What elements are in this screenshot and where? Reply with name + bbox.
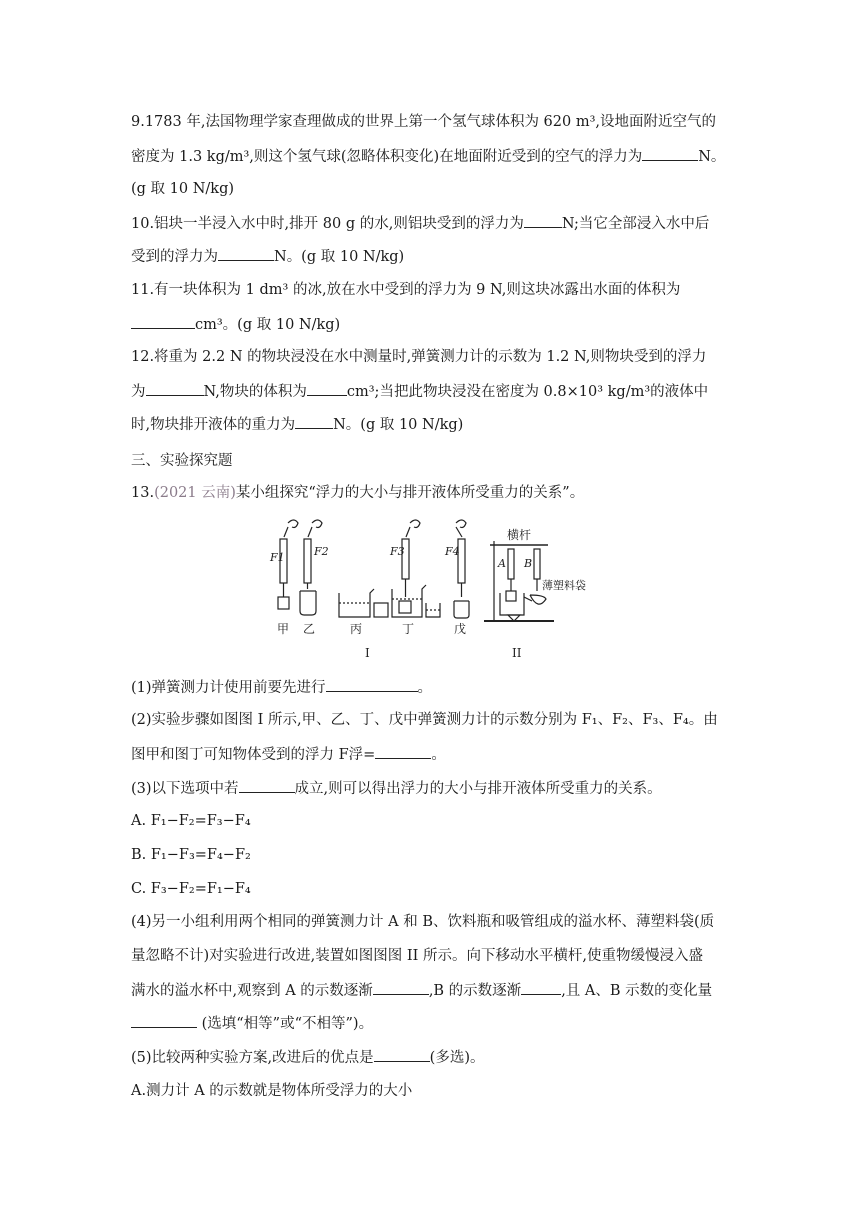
answer-blank[interactable]	[146, 381, 204, 396]
setup-wu	[454, 520, 469, 618]
q13-part2-line1: (2)实验步骤如图图 I 所示,甲、乙、丁、戊中弹簧测力计的示数分别为 F₁、F₂、F₃、F₄。由	[131, 712, 718, 728]
q13-part4-line2: 量忽略不计)对实验进行改进,装置如图图图 II 所示。向下移动水平横杆,使重物缓慢浸入盛	[131, 948, 704, 964]
setup-bing	[339, 589, 388, 617]
q9-line2: 密度为 1.3 kg/m³,则这个氢气球(忽略体积变化)在地面附近受到的空气的浮力为 N。	[131, 146, 725, 167]
experiment-figure	[262, 517, 602, 667]
q13-stem: 13.(2021 云南)某小组探究“浮力的大小与排开液体所受重力的关系”。	[131, 485, 585, 501]
answer-blank[interactable]	[295, 414, 333, 429]
q11-line2: cm³。(g 取 10 N/kg)	[131, 314, 340, 335]
answer-blank[interactable]	[375, 744, 431, 759]
answer-blank[interactable]	[521, 980, 561, 995]
q13-option-a: A. F₁−F₂=F₃−F₄	[131, 813, 251, 829]
q11-line1: 11.有一块体积为 1 dm³ 的冰,放在水中受到的浮力为 9 N,则这块冰露出水面的体积为	[131, 282, 681, 298]
question-source: (2021 云南)	[154, 485, 236, 501]
force-label-f3: F3	[390, 545, 405, 558]
q13-part5-option-a: A.测力计 A 的示数就是物体所受浮力的大小	[131, 1083, 413, 1099]
answer-blank[interactable]	[131, 1013, 197, 1028]
label-bing: 丙	[350, 622, 363, 636]
answer-blank[interactable]	[326, 677, 418, 692]
q13-part1: (1)弹簧测力计使用前要先进行 。	[131, 677, 432, 698]
answer-blank[interactable]	[307, 381, 347, 396]
setup-ding	[392, 520, 440, 617]
answer-blank[interactable]	[524, 213, 562, 228]
label-jia: 甲	[277, 622, 290, 636]
answer-blank[interactable]	[218, 246, 274, 261]
caption-figure-i: I	[365, 646, 370, 660]
answer-blank[interactable]	[373, 980, 429, 995]
caption-figure-ii: II	[512, 646, 522, 660]
setup-yi	[300, 520, 322, 615]
q13-part3: (3)以下选项中若 成立,则可以得出浮力的大小与排开液体所受重力的关系。	[131, 778, 662, 799]
label-ding: 丁	[402, 622, 415, 636]
bag-label: 薄塑料袋	[542, 579, 586, 592]
q12-line1: 12.将重为 2.2 N 的物块浸没在水中测量时,弹簧测力计的示数为 1.2 N,则物块受到的浮力	[131, 349, 707, 365]
answer-blank[interactable]	[131, 314, 195, 329]
q13-part4-line4: (选填“相等”或“不相等”)。	[131, 1013, 373, 1034]
q13-part4-line1: (4)另一小组利用两个相同的弹簧测力计 A 和 B、饮料瓶和吸管组成的溢水杯、薄塑料袋(质	[131, 914, 715, 930]
answer-blank[interactable]	[374, 1047, 430, 1062]
q13-part5: (5)比较两种实验方案,改进后的优点是 (多选)。	[131, 1047, 484, 1068]
answer-blank[interactable]	[642, 146, 698, 161]
q10-line2: 受到的浮力为 N。(g 取 10 N/kg)	[131, 246, 404, 267]
q13-part4-line3: 满水的溢水杯中,观察到 A 的示数逐渐 ,B 的示数逐渐 ,且 A、B 示数的变化量	[131, 980, 712, 1001]
crossbar-label: 横杆	[507, 528, 532, 542]
force-label-f1: F1	[270, 551, 285, 564]
q10-line1: 10.铝块一半浸入水中时,排开 80 g 的水,则铝块受到的浮力为 N;当它全部浸入水中后	[131, 213, 709, 234]
q12-line2: 为 N,物块的体积为 cm³;当把此物块浸没在密度为 0.8×10³ kg/m³的液体中	[131, 381, 708, 402]
setup-jia	[278, 520, 298, 609]
meter-a-label: A	[498, 557, 506, 570]
answer-blank[interactable]	[239, 778, 295, 793]
force-label-f4: F4	[445, 545, 460, 558]
meter-b-label: B	[524, 557, 533, 570]
q13-part2-line2: 图甲和图丁可知物体受到的浮力 F浮= 。	[131, 744, 446, 765]
section-heading: 三、实验探究题	[131, 453, 233, 469]
q13-option-b: B. F₁−F₃=F₄−F₂	[131, 847, 251, 863]
q9-line3: (g 取 10 N/kg)	[131, 181, 235, 197]
q13-option-c: C. F₃−F₂=F₁−F₄	[131, 881, 251, 897]
label-yi: 乙	[303, 622, 316, 636]
q9-line1: 9.1783 年,法国物理学家查理做成的世界上第一个氢气球体积为 620 m³,设地面附近空气的	[131, 114, 717, 130]
q12-line3: 时,物块排开液体的重力为 N。(g 取 10 N/kg)	[131, 414, 463, 435]
force-label-f2: F2	[314, 545, 329, 558]
label-wu: 戊	[454, 622, 467, 636]
